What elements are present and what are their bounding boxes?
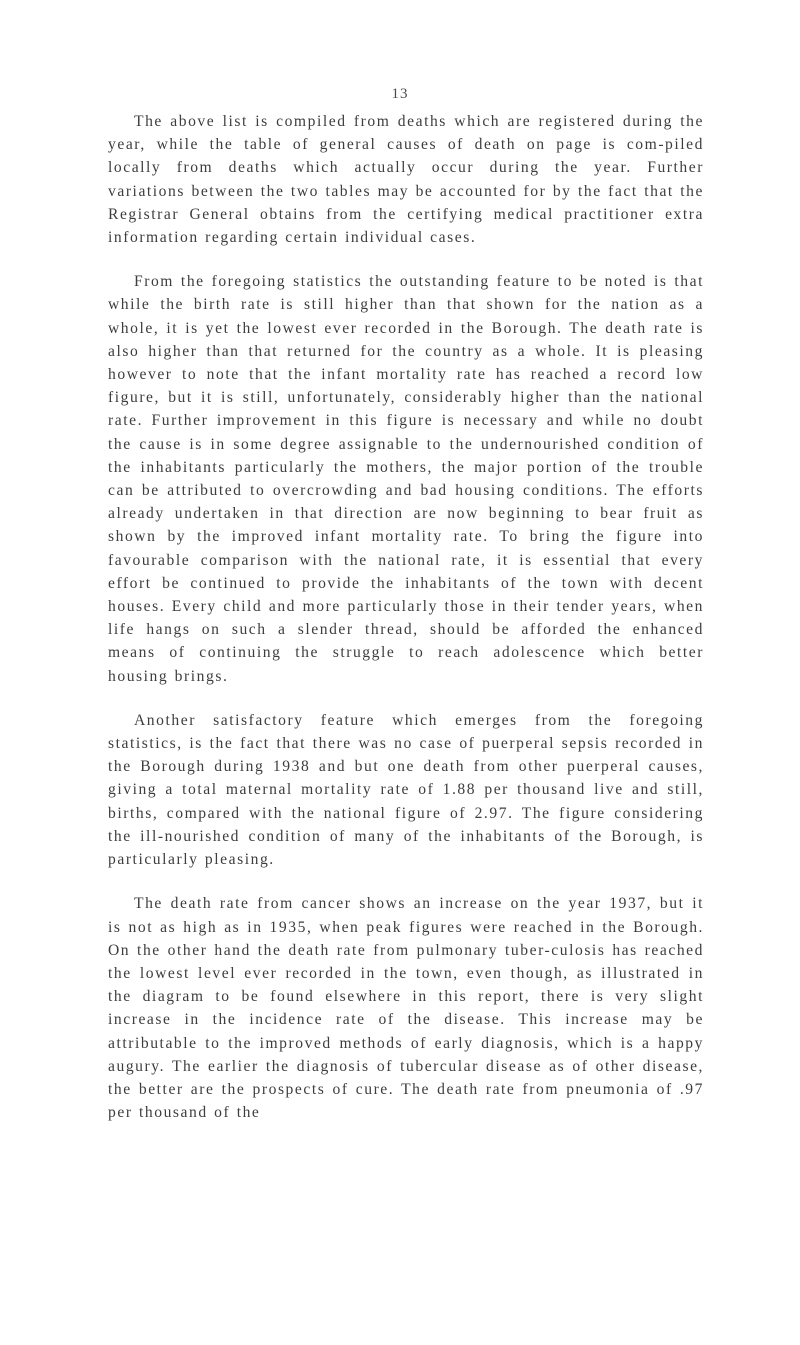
paragraph-cancer-tuberculosis: The death rate from cancer shows an increase on the year 1937, but it is not as high as in 1935, when peak figures were reached in the Borough. On the other hand the death rate from pulmonary tuber-culosis has reached the lowest level ever recorded in the town, even though, as illustrated in the diagram to be found elsewhere in this report, there is very slight increase in the incidence rate of the disease. This increase may be attributable to the improved methods of early diagnosis, which is a happy augury. The earlier the diagnosis of tubercular disease as of other disease, the better are the prospects of cure. The death rate from pneumonia of .97 per thousand of the — [108, 895, 704, 1122]
body-text — [108, 110, 704, 1145]
paragraph-birth-death-rates: From the foregoing statistics the outstanding feature to be noted is that while the birth rate is still higher than that shown for the nation as a whole, it is yet the lowest ever recorded in the Borough. The death rate is also higher than that returned for the country as a whole. It is pleasing however to note that the infant mortality rate has reached a record low figure, but it is still, unfortunately, considerably higher than the national rate. Further improvement in this figure is necessary and while no doubt the cause is in some degree assignable to the undernourished condition of the inhabitants particularly the mothers, the major portion of the trouble can be attributed to overcrowding and bad housing conditions. The efforts already undertaken in that direction are now beginning to bear fruit as shown by the improved infant mortality rate. To bring the figure into favourable comparison with the national rate, it is essential that every effort be continued to provide the inhabitants of the town with decent houses. Every child and more particularly those in their tender years, when life hangs on such a slender thread, should be afforded the enhanced means of continuing the struggle to reach adolescence which better housing brings. — [108, 273, 704, 685]
paragraph-registration-note: The above list is compiled from deaths which are registered during the year, while the table of general causes of death on page is com-piled locally from deaths which actually occur during the year. Further variations between the two tables may be accounted for by the fact that the Registrar General obtains from the certifying medical practitioner extra information regarding certain individual cases. — [108, 113, 704, 247]
page-number: 13 — [391, 86, 409, 102]
paragraph-maternal-mortality: Another satisfactory feature which emerges from the foregoing statistics, is the fact that there was no case of puerperal sepsis recorded in the Borough during 1938 and but one death from other puerperal causes, giving a total maternal mortality rate of 1.88 per thousand live and still, births, compared with the national figure of 2.97. The figure considering the ill-nourished condition of many of the inhabitants of the Borough, is particularly pleasing. — [108, 711, 704, 869]
